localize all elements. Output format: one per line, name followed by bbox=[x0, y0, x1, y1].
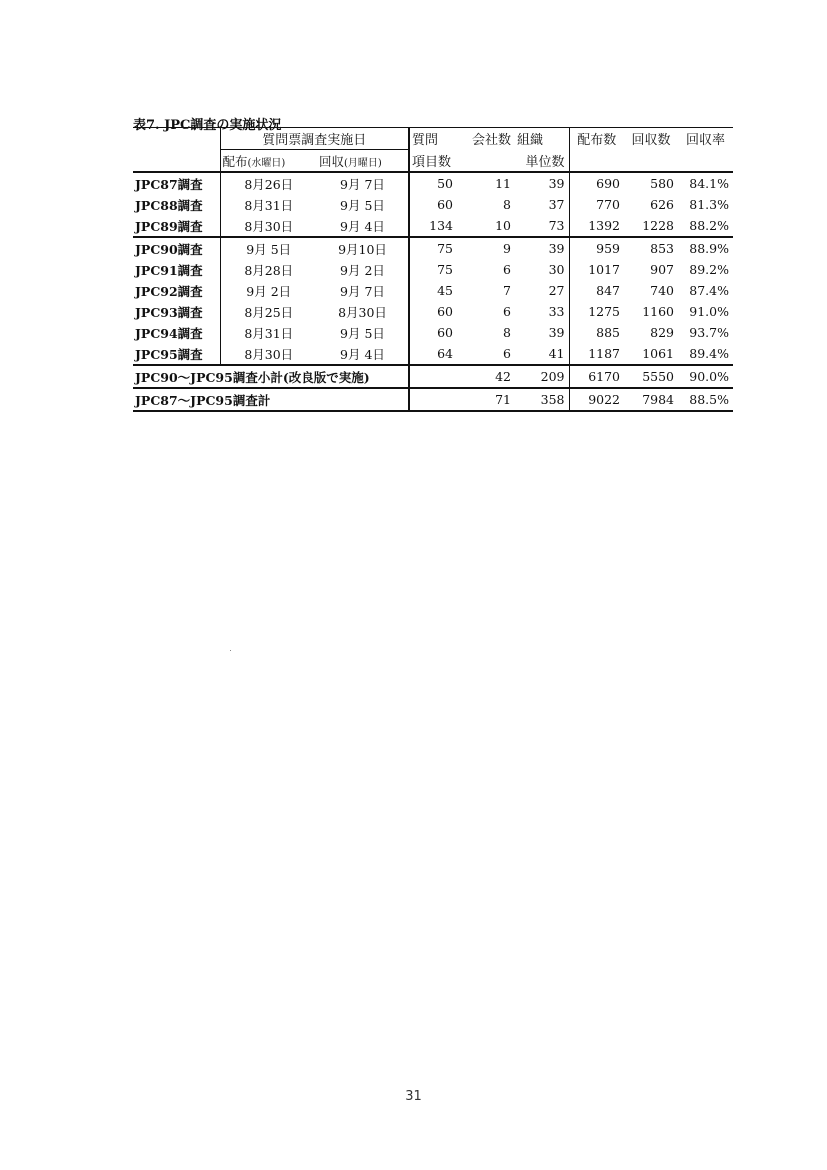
collected-count: 580 bbox=[624, 172, 678, 194]
dist-date: 8月28日 bbox=[220, 259, 317, 280]
table-row bbox=[133, 259, 733, 280]
questions-header-top: 質問 bbox=[409, 128, 457, 150]
company-count: 8 bbox=[503, 325, 511, 340]
coll-date: 9月 2日 bbox=[340, 262, 385, 278]
unit-count: 33 bbox=[548, 304, 565, 319]
table-row bbox=[133, 322, 733, 343]
table-row bbox=[133, 194, 733, 215]
response-rate: 93.7% bbox=[689, 325, 729, 340]
dist-date: 8月31日 bbox=[220, 322, 317, 343]
response-rate: 84.1% bbox=[678, 172, 733, 194]
dist-date: 8月30日 bbox=[220, 343, 317, 365]
response-rate: 89.4% bbox=[678, 343, 733, 365]
row-label: JPC92調査 bbox=[135, 283, 203, 299]
response-rate: 88.2% bbox=[678, 215, 733, 237]
row-label: JPC89調査 bbox=[133, 215, 220, 237]
collected-count: 829 bbox=[650, 325, 674, 340]
question-count: 45 bbox=[409, 280, 457, 301]
scan-speck bbox=[230, 650, 231, 651]
coll-date: 9月 4日 bbox=[317, 215, 409, 237]
total-row bbox=[133, 388, 733, 411]
collected-header: 回収数 bbox=[624, 128, 678, 150]
subtotal-label: JPC90～JPC95調査小計(改良版で実施) bbox=[133, 365, 409, 388]
dist-date: 9月 5日 bbox=[220, 237, 317, 259]
row-label: JPC91調査 bbox=[135, 262, 203, 278]
total-label: JPC87～JPC95調査計 bbox=[133, 388, 409, 411]
collected-count: 740 bbox=[650, 283, 674, 298]
org-header-bottom: 単位数 bbox=[525, 154, 565, 170]
distribution-day-label: (水曜日) bbox=[247, 157, 286, 169]
question-count: 75 bbox=[409, 237, 457, 259]
survey-dates-header: 質問票調査実施日 bbox=[220, 128, 409, 150]
unit-count: 41 bbox=[515, 343, 569, 365]
row-label: JPC93調査 bbox=[135, 304, 203, 320]
company-count: 9 bbox=[503, 241, 511, 256]
distributed-header: 配布数 bbox=[569, 128, 624, 150]
row-label: JPC87調査 bbox=[133, 172, 220, 194]
coll-date: 9月 5日 bbox=[340, 325, 385, 341]
coll-date: 9月10日 bbox=[338, 241, 387, 257]
distributed-count: 847 bbox=[569, 280, 624, 301]
header-row-2 bbox=[133, 150, 733, 173]
response-rate: 81.3% bbox=[689, 197, 729, 212]
response-rate: 91.0% bbox=[689, 304, 729, 319]
unit-count: 39 bbox=[515, 172, 569, 194]
distribution-label: 配布 bbox=[222, 153, 248, 169]
collection-header bbox=[317, 150, 409, 173]
collected-count: 853 bbox=[650, 241, 674, 256]
header-row-1 bbox=[133, 128, 733, 150]
question-count: 75 bbox=[409, 259, 457, 280]
coll-date: 9月 4日 bbox=[317, 343, 409, 365]
unit-count: 37 bbox=[548, 197, 565, 212]
total-companies: 71 bbox=[457, 388, 515, 411]
company-count: 6 bbox=[503, 262, 511, 277]
distributed-count: 1187 bbox=[569, 343, 624, 365]
question-count: 134 bbox=[409, 215, 457, 237]
coll-date: 8月30日 bbox=[338, 304, 387, 320]
unit-count: 73 bbox=[515, 215, 569, 237]
distribution-header bbox=[220, 150, 317, 173]
unit-count: 27 bbox=[548, 283, 565, 298]
companies-header: 会社数 bbox=[457, 128, 515, 150]
distributed-count: 959 bbox=[569, 237, 624, 259]
collected-count: 1160 bbox=[642, 304, 674, 319]
table-row bbox=[133, 301, 733, 322]
collected-count: 907 bbox=[650, 262, 674, 277]
coll-date: 9月 5日 bbox=[340, 197, 385, 213]
subtotal-row bbox=[133, 365, 733, 388]
dist-date: 8月25日 bbox=[220, 301, 317, 322]
row-label: JPC94調査 bbox=[135, 325, 203, 341]
question-count: 60 bbox=[409, 301, 457, 322]
dist-date: 8月31日 bbox=[220, 194, 317, 215]
questions-header-bottom: 項目数 bbox=[409, 150, 457, 173]
collection-label: 回収 bbox=[319, 153, 345, 169]
company-count: 11 bbox=[457, 172, 515, 194]
row-label: JPC90調査 bbox=[135, 241, 203, 257]
coll-date: 9月 7日 bbox=[340, 283, 385, 299]
table-caption: 表7. JPC調査の実施状況 bbox=[133, 118, 282, 133]
company-count: 6 bbox=[503, 304, 511, 319]
total-units: 358 bbox=[515, 388, 569, 411]
subtotal-collected: 5550 bbox=[624, 365, 678, 388]
company-count: 8 bbox=[503, 197, 511, 212]
coll-date: 9月 7日 bbox=[317, 172, 409, 194]
question-count: 60 bbox=[409, 322, 457, 343]
table-row bbox=[133, 237, 733, 259]
collected-count: 1228 bbox=[624, 215, 678, 237]
collected-count: 626 bbox=[650, 197, 674, 212]
table-row bbox=[133, 280, 733, 301]
row-label: JPC88調査 bbox=[135, 197, 203, 213]
response-rate: 87.4% bbox=[689, 283, 729, 298]
survey-table bbox=[133, 127, 733, 412]
table-row bbox=[133, 343, 733, 365]
subtotal-companies: 42 bbox=[457, 365, 515, 388]
question-count: 64 bbox=[409, 343, 457, 365]
distributed-count: 770 bbox=[569, 194, 624, 215]
company-count: 7 bbox=[503, 283, 511, 298]
response-rate: 89.2% bbox=[689, 262, 729, 277]
distributed-count: 1017 bbox=[569, 259, 624, 280]
distributed-count: 885 bbox=[569, 322, 624, 343]
question-count: 60 bbox=[409, 194, 457, 215]
distributed-count: 690 bbox=[569, 172, 624, 194]
subtotal-units: 209 bbox=[515, 365, 569, 388]
total-collected: 7984 bbox=[624, 388, 678, 411]
question-count: 50 bbox=[409, 172, 457, 194]
subtotal-distributed: 6170 bbox=[569, 365, 624, 388]
unit-count: 39 bbox=[548, 325, 565, 340]
response-rate: 88.9% bbox=[689, 241, 729, 256]
page-number: 31 bbox=[405, 1089, 422, 1104]
distributed-count: 1275 bbox=[569, 301, 624, 322]
company-count: 6 bbox=[457, 343, 515, 365]
org-header-top: 組織 bbox=[515, 128, 569, 150]
subtotal-rate: 90.0% bbox=[678, 365, 733, 388]
distributed-count: 1392 bbox=[569, 215, 624, 237]
collection-day-label: (月曜日) bbox=[344, 157, 382, 169]
collected-count: 1061 bbox=[624, 343, 678, 365]
rate-header: 回収率 bbox=[678, 128, 733, 150]
total-distributed: 9022 bbox=[569, 388, 624, 411]
total-rate: 88.5% bbox=[678, 388, 733, 411]
unit-count: 39 bbox=[548, 241, 565, 256]
company-count: 10 bbox=[457, 215, 515, 237]
dist-date: 8月30日 bbox=[220, 215, 317, 237]
dist-date: 8月26日 bbox=[220, 172, 317, 194]
row-label: JPC95調査 bbox=[133, 343, 220, 365]
dist-date: 9月 2日 bbox=[220, 280, 317, 301]
table-row bbox=[133, 172, 733, 194]
unit-count: 30 bbox=[548, 262, 565, 277]
table-row bbox=[133, 215, 733, 237]
